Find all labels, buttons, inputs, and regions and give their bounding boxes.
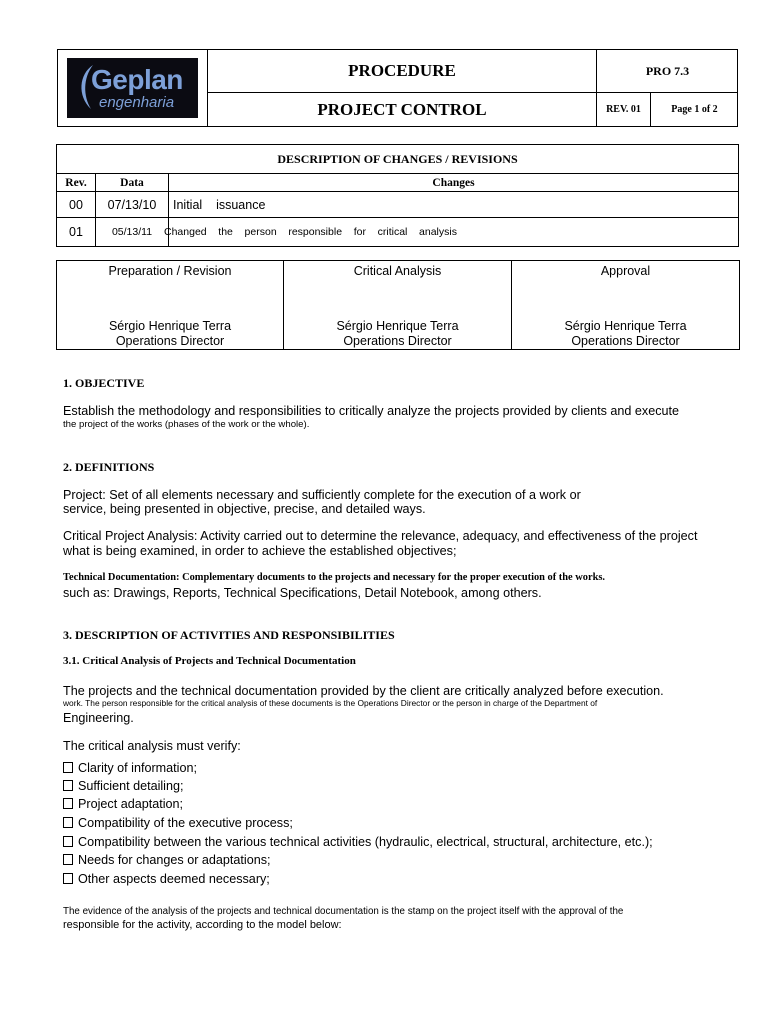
list-item: Clarity of information;	[63, 761, 197, 775]
signature-heading: Approval	[600, 264, 651, 278]
table-row-0-rev: 00	[69, 197, 83, 212]
definition-critical-analysis-line1: Critical Project Analysis: Activity carried out to determine the relevance, adequacy, and effectiveness of the project	[63, 529, 698, 543]
activities-text-line3: Engineering.	[63, 711, 134, 725]
signature-critical-analysis	[284, 261, 511, 349]
signature-name: Sérgio Henrique Terra	[336, 319, 459, 333]
objective-text-line1: Establish the methodology and responsibilities to critically analyze the projects provided by clients and execute	[63, 404, 680, 418]
revision-table	[56, 144, 739, 247]
logo-subtext: engenharia	[99, 94, 175, 111]
evidence-text-line1: The evidence of the analysis of the projects and technical documentation is the stamp on the project itself with the approval of the	[63, 906, 624, 917]
column-header-rev: Rev.	[65, 176, 87, 189]
document-code: PRO 7.3	[597, 50, 738, 93]
activities-text-line2: work. The person responsible for the critical analysis of these documents is the Operations Director or the person in charge of the Department of	[63, 698, 598, 708]
checkbox-glyph-icon	[63, 873, 73, 884]
logo-cell	[58, 50, 208, 126]
definition-critical-analysis-line2: what is being examined, in order to achieve the established objectives;	[63, 544, 457, 558]
logo-text: Geplan	[91, 64, 183, 95]
revision-table-title: DESCRIPTION OF CHANGES / REVISIONS	[277, 151, 518, 166]
document-title: PROJECT CONTROL	[317, 99, 487, 119]
list-item: Needs for changes or adaptations;	[63, 853, 271, 867]
definition-technical-doc-line1: Technical Documentation: Complementary documents to the projects and necessary for the proper execution of the works.	[63, 572, 605, 583]
signature-approval	[512, 261, 739, 349]
section-objective-title: 1. OBJECTIVE	[63, 376, 145, 390]
section-definitions-title: 2. DEFINITIONS	[63, 460, 155, 474]
signature-table	[56, 260, 740, 350]
revision-label: REV. 01	[597, 93, 651, 126]
table-row-0-data: 07/13/10	[107, 197, 157, 212]
verify-intro: The critical analysis must verify:	[63, 739, 241, 753]
column-header-data: Data	[120, 176, 144, 189]
company-logo	[67, 58, 198, 118]
list-item: Compatibility between the various technical activities (hydraulic, electrical, structural, architecture, etc.);	[63, 835, 653, 849]
checkbox-glyph-icon	[63, 798, 73, 809]
activities-text-line1: The projects and the technical documentation provided by the client are critically analyzed before execution.	[63, 684, 664, 698]
document-type-title: PROCEDURE	[208, 50, 596, 93]
table-row-1-data: 05/13/11	[111, 226, 153, 238]
checkbox-glyph-icon	[63, 854, 73, 865]
section-activities-title: 3. DESCRIPTION OF ACTIVITIES AND RESPONSIBILITIES	[63, 628, 395, 642]
page-number: Page 1 of 2	[671, 104, 718, 115]
list-item: Other aspects deemed necessary;	[63, 872, 270, 886]
signature-name: Sérgio Henrique Terra	[564, 319, 687, 333]
column-header-changes: Changes	[432, 176, 475, 189]
signature-preparation	[57, 261, 283, 349]
subsection-critical-analysis-title: 3.1. Critical Analysis of Projects and Technical Documentation	[63, 655, 356, 667]
list-item: Project adaptation;	[63, 797, 183, 811]
list-item: Compatibility of the executive process;	[63, 816, 293, 830]
signature-role: Operations Director	[343, 334, 452, 348]
document-header	[57, 49, 738, 127]
definition-project-line1: Project: Set of all elements necessary and sufficiently complete for the execution of a work or	[63, 488, 581, 502]
signature-role: Operations Director	[115, 334, 225, 348]
table-row-1-changes: Changed the person responsible for critical analysis	[164, 226, 457, 238]
header-meta	[596, 50, 738, 126]
evidence-text-line2: responsible for the activity, according to the model below:	[63, 919, 342, 931]
signature-name: Sérgio Henrique Terra	[108, 319, 232, 333]
checkbox-glyph-icon	[63, 817, 73, 828]
list-item: Sufficient detailing;	[63, 779, 184, 793]
checkbox-glyph-icon	[63, 762, 73, 773]
definition-project-line2: service, being presented in objective, precise, and detailed ways.	[63, 502, 426, 516]
definition-technical-doc-line2: such as: Drawings, Reports, Technical Specifications, Detail Notebook, among others.	[63, 586, 542, 600]
checkbox-glyph-icon	[63, 836, 73, 847]
signature-role: Operations Director	[571, 334, 680, 348]
objective-text-line2: the project of the works (phases of the work or the whole).	[63, 419, 310, 430]
signature-heading: Preparation / Revision	[108, 264, 232, 278]
table-row-0-changes: Initial issuance	[173, 197, 266, 212]
checkbox-glyph-icon	[63, 780, 73, 791]
signature-heading: Critical Analysis	[353, 264, 442, 278]
table-row-1-rev: 01	[69, 225, 83, 239]
